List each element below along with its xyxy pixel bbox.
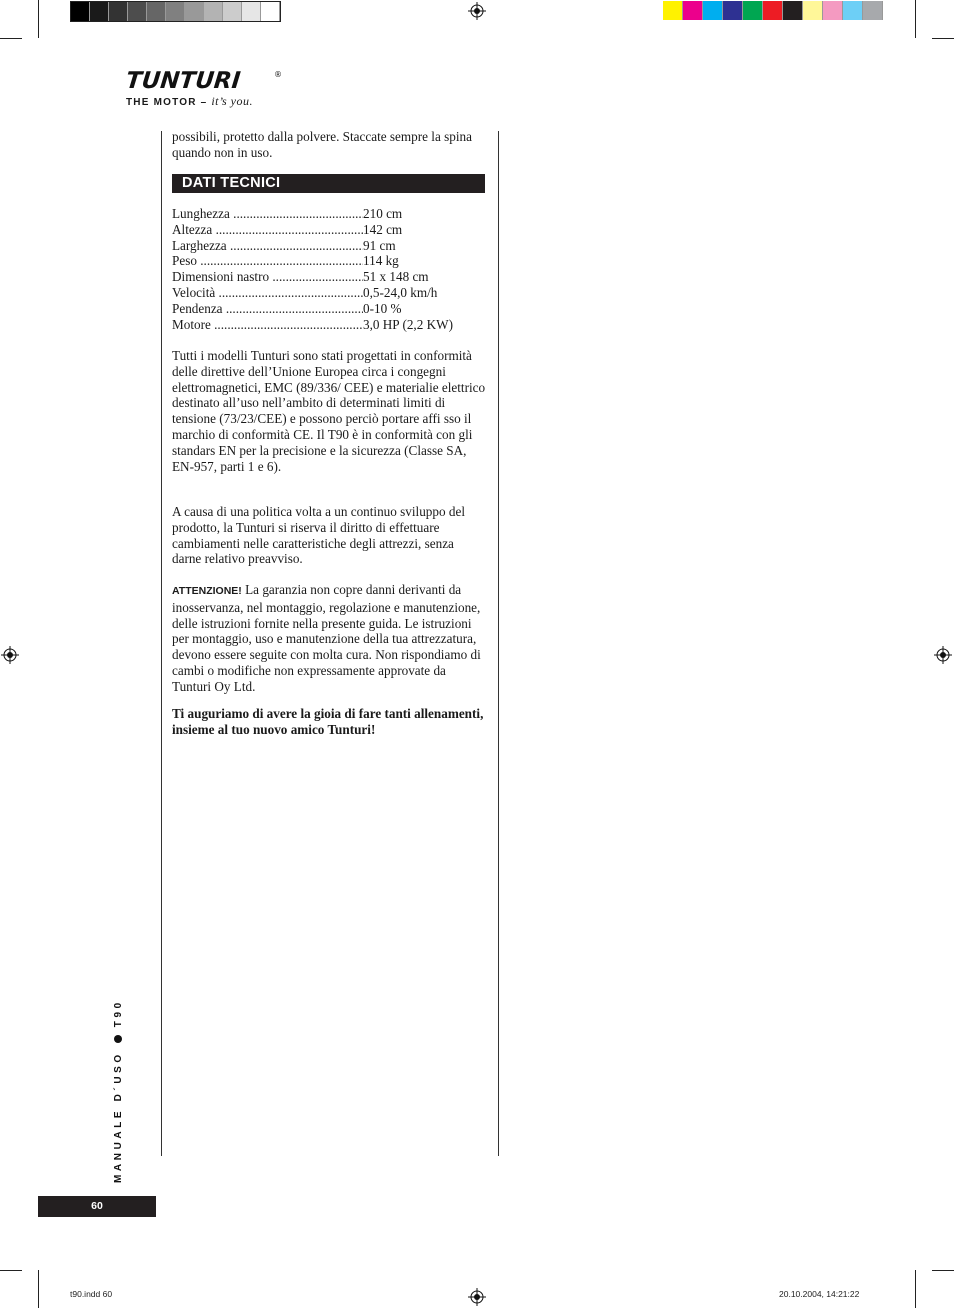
spec-label: Motore ..... — [172, 317, 363, 333]
spec-value: 3,0 HP (2,2 KW) — [363, 316, 453, 332]
specs-table — [172, 206, 486, 332]
spec-label: Velocità ..... — [172, 285, 363, 301]
spec-value: 0,5-24,0 km/h — [363, 284, 438, 300]
registration-mark-icon — [934, 646, 952, 664]
spec-row — [172, 317, 486, 333]
spec-row — [172, 206, 486, 222]
gray-swatch — [261, 2, 280, 21]
color-swatch — [863, 1, 883, 20]
column-rule-right — [498, 131, 499, 1156]
gray-swatch — [166, 2, 185, 21]
color-swatch — [803, 1, 823, 20]
bullet-icon — [114, 1035, 122, 1043]
spec-row — [172, 222, 486, 238]
closing-paragraph: Ti auguriamo di avere la gioia di fare tanti allenamenti, insieme al tuo nuovo amico Tunturi! — [172, 706, 484, 737]
attention-label: ATTENZIONE! — [172, 585, 242, 597]
column-rule-left — [161, 131, 162, 1156]
registration-mark-icon — [468, 1288, 486, 1306]
section-title: DATI TECNICI — [172, 174, 485, 193]
color-swatch — [783, 1, 803, 20]
spec-label: Larghezza ..... — [172, 238, 363, 254]
registered-mark: ® — [274, 70, 282, 79]
spec-label: Altezza ..... — [172, 222, 363, 238]
gray-swatch — [128, 2, 147, 21]
gray-swatch — [109, 2, 128, 21]
color-swatch — [763, 1, 783, 20]
gray-swatch — [242, 2, 261, 21]
grayscale-color-bar — [70, 1, 281, 22]
spec-label: Dimensioni nastro ..... — [172, 269, 363, 285]
color-swatch — [723, 1, 743, 20]
tagline-prefix: THE MOTOR – — [126, 97, 212, 108]
page-number: 60 — [38, 1196, 156, 1217]
manual-sidebar-label — [113, 999, 124, 1183]
logo-wordmark: TUNTURI — [124, 68, 242, 94]
conformity-paragraph: Tutti i modelli Tunturi sono stati progettati in conformità delle direttive dell’Unione Europea circa i congegni elettromagnetici, EMC (89/336/ CEE) e materialie elettrico destinato all’uso nell’ambito di determinati limiti di tensione (73/23/CEE) e possono perciò portare affi sso il marchio di conformità CE. Il T90 è in conformità con gli standars EN per la precisione e la sicurezza (Classe SA, EN-957, parti 1 e 6). — [172, 348, 486, 474]
process-color-bar — [663, 1, 883, 20]
color-swatch — [663, 1, 683, 20]
spec-label: Peso ..... — [172, 253, 363, 269]
spec-value: 210 cm — [363, 206, 403, 221]
gray-swatch — [223, 2, 242, 21]
registration-mark-icon — [1, 646, 19, 664]
gray-swatch — [147, 2, 166, 21]
logo-tagline — [126, 94, 286, 109]
gray-swatch — [90, 2, 109, 21]
spec-row — [172, 285, 486, 301]
gray-swatch — [71, 2, 90, 21]
tagline-script: it’s you. — [211, 94, 253, 108]
tunturi-logo — [126, 70, 286, 109]
spec-label: Pendenza ..... — [172, 301, 363, 317]
color-swatch — [743, 1, 763, 20]
spec-row — [172, 301, 486, 317]
color-swatch — [703, 1, 723, 20]
gray-swatch — [185, 2, 204, 21]
color-swatch — [823, 1, 843, 20]
color-swatch — [683, 1, 703, 20]
gray-swatch — [204, 2, 223, 21]
spec-row — [172, 253, 486, 269]
spec-value: 51 x 148 cm — [363, 269, 429, 285]
spec-value: 142 cm — [363, 221, 403, 237]
spec-label: Lunghezza ..... — [172, 206, 363, 222]
attention-paragraph — [172, 582, 486, 695]
intro-paragraph: possibili, protetto dalla polvere. Staccate sempre la spina quando non in uso. — [172, 129, 472, 160]
color-swatch — [843, 1, 863, 20]
spec-row — [172, 238, 486, 254]
footer-file-slug: t90.indd 60 — [70, 1289, 113, 1299]
spec-value: 91 cm — [363, 237, 396, 253]
registration-mark-icon — [468, 2, 486, 20]
spec-value: 114 kg — [363, 253, 399, 269]
sidebar-manual-title: MANUALE D´USO — [113, 1051, 124, 1183]
sidebar-model: T90 — [113, 999, 124, 1028]
spec-row — [172, 269, 486, 285]
spec-value: 0-10 % — [363, 300, 402, 316]
attention-text: La garanzia non copre danni derivanti da inosservanza, nel montaggio, regolazione e manutenzione, delle istruzioni fornite nella presente guida. Le istruzioni per montaggio, uso e manutenzione della tua attrezzatura, devono essere seguite con molta cura. Non rispondiamo di cambi o modifiche non expressamente approvate da Tunturi Oy Ltd. — [172, 582, 481, 694]
policy-paragraph: A causa di una politica volta a un continuo sviluppo del prodotto, la Tunturi si riserva il diritto di effettuare cambiamenti nelle caratteristiche degli attrezzi, senza darne relativo preavviso. — [172, 504, 465, 567]
footer-timestamp: 20.10.2004, 14:21:22 — [779, 1289, 860, 1299]
